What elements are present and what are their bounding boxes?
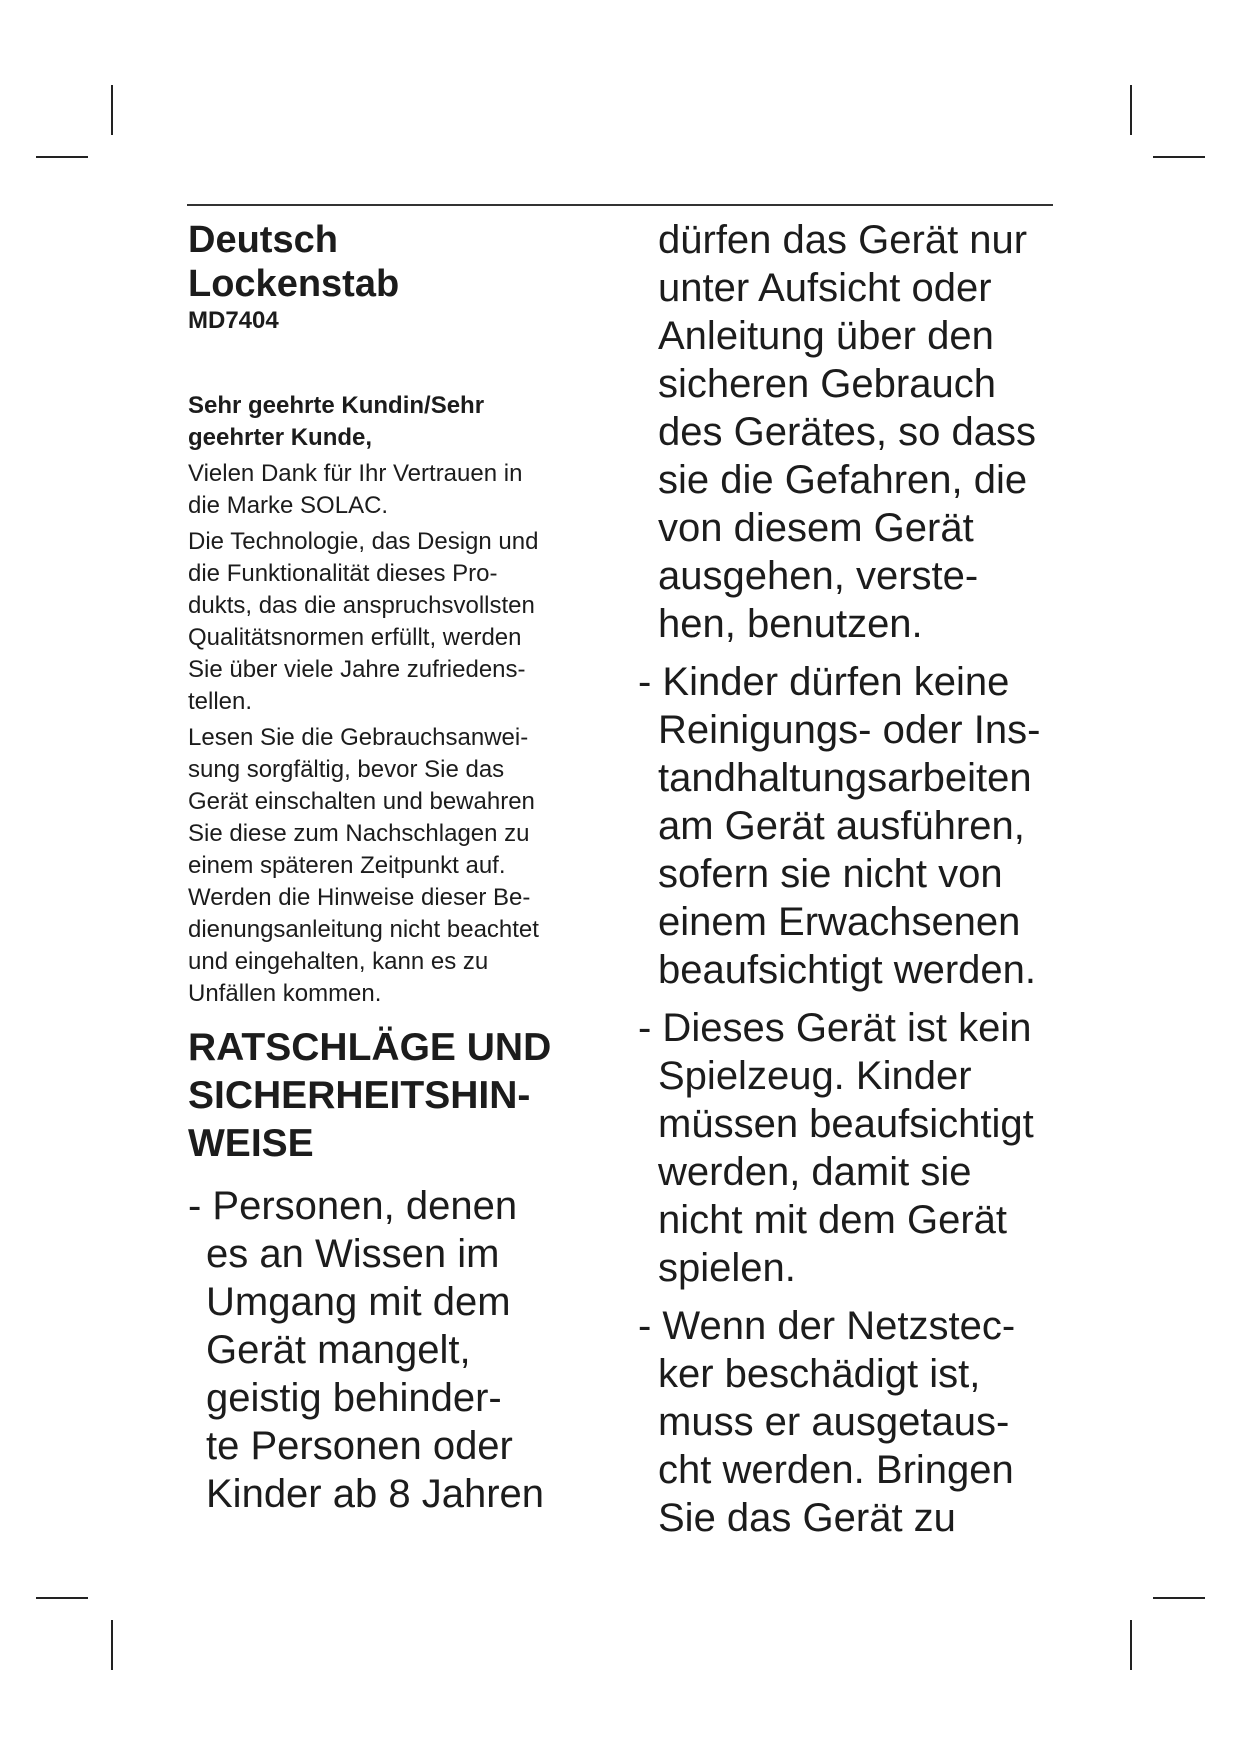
model-number: MD7404 <box>188 307 279 334</box>
crop-mark-bottom-left-horizontal <box>36 1597 88 1599</box>
text-line: Die Technologie, das Design und <box>188 528 539 555</box>
header-rule <box>187 204 1053 206</box>
crop-mark-top-right-vertical <box>1130 85 1132 135</box>
text-line: sung sorgfältig, bevor Sie das <box>188 756 505 783</box>
text-line: spielen. <box>658 1246 796 1290</box>
crop-mark-top-left-vertical <box>111 85 113 135</box>
text-line: es an Wissen im <box>206 1232 500 1276</box>
text-line: dürfen das Gerät nur <box>658 218 1028 262</box>
text-line: des Gerätes, so dass <box>658 410 1036 454</box>
text-line: muss er ausgetaus- <box>658 1400 1010 1444</box>
text-line: hen, benutzen. <box>658 602 923 646</box>
crop-mark-bottom-right-vertical <box>1130 1620 1132 1670</box>
intro-paragraph-technology <box>188 526 608 718</box>
text-line: Anleitung über den <box>658 314 994 358</box>
text-line: tellen. <box>188 688 253 715</box>
list-item-lead: - Wenn der Netzstec- <box>638 1304 1016 1348</box>
intro-paragraph-thanks <box>188 458 608 522</box>
text-line: einem späteren Zeitpunkt auf. <box>188 852 506 879</box>
left-column <box>188 218 608 1518</box>
text-line: Kinder ab 8 Jahren <box>206 1472 545 1516</box>
text-line: einem Erwachsenen <box>658 900 1021 944</box>
text-line: müssen beaufsichtigt <box>658 1102 1034 1146</box>
text-line: ausgehen, verste- <box>658 554 979 598</box>
text-line: beaufsichtigt werden. <box>658 948 1037 992</box>
crop-mark-bottom-right-horizontal <box>1153 1597 1205 1599</box>
text-line: am Gerät ausführen, <box>658 804 1025 848</box>
crop-mark-bottom-left-vertical <box>111 1620 113 1670</box>
list-item-lead: - Personen, denen <box>188 1184 518 1228</box>
salutation-line: geehrter Kunde, <box>188 424 373 451</box>
text-line: unter Aufsicht oder <box>658 266 992 310</box>
crop-mark-top-right-horizontal <box>1153 156 1205 158</box>
text-line: sie die Gefahren, die <box>658 458 1028 502</box>
text-line: Qualitätsnormen erfüllt, werden <box>188 624 522 651</box>
text-line: die Funktionalität dieses Pro- <box>188 560 498 587</box>
text-line: dienungsanleitung nicht beachtet <box>188 916 539 943</box>
text-line: Spielzeug. Kinder <box>658 1054 972 1098</box>
safety-item-children-cleaning <box>638 658 1068 994</box>
text-line: Sie diese zum Nachschlagen zu <box>188 820 530 847</box>
text-line: geistig behinder- <box>206 1376 502 1420</box>
text-line: dukts, das die anspruchsvollsten <box>188 592 535 619</box>
safety-item-damaged-plug <box>638 1302 1068 1542</box>
safety-section-heading <box>188 1024 608 1168</box>
list-item-lead: - Dieses Gerät ist kein <box>638 1006 1032 1050</box>
salutation-line: Sehr geehrte Kundin/Sehr <box>188 392 485 419</box>
heading-line: SICHERHEITSHIN- <box>188 1074 531 1117</box>
text-line: tandhaltungsarbeiten <box>658 756 1032 800</box>
safety-item-not-a-toy <box>638 1004 1068 1292</box>
text-line: nicht mit dem Gerät <box>658 1198 1008 1242</box>
text-line: Unfällen kommen. <box>188 980 382 1007</box>
text-line: Lesen Sie die Gebrauchsanwei- <box>188 724 529 751</box>
text-line: Werden die Hinweise dieser Be- <box>188 884 531 911</box>
list-item-lead: - Kinder dürfen keine <box>638 660 1010 704</box>
right-column <box>638 216 1068 1542</box>
text-line: die Marke SOLAC. <box>188 492 389 519</box>
text-line: Gerät einschalten und bewahren <box>188 788 535 815</box>
safety-item-persons-continued <box>658 216 1068 648</box>
text-line: Sie das Gerät zu <box>658 1496 956 1540</box>
crop-mark-top-left-horizontal <box>36 156 88 158</box>
text-line: von diesem Gerät <box>658 506 974 550</box>
text-line: Umgang mit dem <box>206 1280 511 1324</box>
heading-line: WEISE <box>188 1122 314 1165</box>
text-line: Gerät mangelt, <box>206 1328 471 1372</box>
language-title: Deutsch <box>188 219 338 261</box>
text-line: te Personen oder <box>206 1424 513 1468</box>
heading-line: RATSCHLÄGE UND <box>188 1026 552 1069</box>
salutation <box>188 390 608 454</box>
text-line: sofern sie nicht von <box>658 852 1003 896</box>
text-line: Reinigungs- oder Ins- <box>658 708 1041 752</box>
text-line: werden, damit sie <box>658 1150 972 1194</box>
text-line: und eingehalten, kann es zu <box>188 948 489 975</box>
text-line: sicheren Gebrauch <box>658 362 996 406</box>
product-title: Lockenstab <box>188 263 400 305</box>
text-line: Sie über viele Jahre zufriedens- <box>188 656 526 683</box>
text-line: ker beschädigt ist, <box>658 1352 981 1396</box>
text-line: cht werden. Bringen <box>658 1448 1014 1492</box>
safety-item-persons <box>188 1182 608 1518</box>
intro-paragraph-instructions <box>188 722 608 1010</box>
text-line: Vielen Dank für Ihr Vertrauen in <box>188 460 523 487</box>
